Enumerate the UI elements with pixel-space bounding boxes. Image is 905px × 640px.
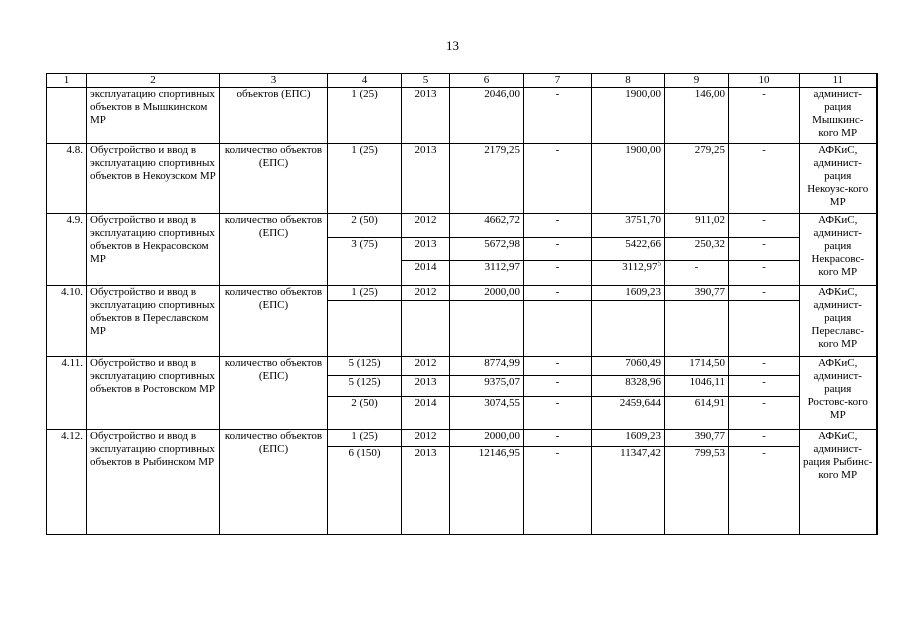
mun-cell: - <box>665 261 729 286</box>
mun-cell: 614,91 <box>665 397 729 430</box>
col-header: 3 <box>220 74 328 88</box>
col-header: 2 <box>87 74 220 88</box>
table-row <box>47 144 877 214</box>
reg-cell: 1609,23 <box>592 430 665 447</box>
reg-cell: 11347,42 <box>592 447 665 535</box>
qty-cell: 5 (125) <box>328 376 402 397</box>
reg-cell: 7060,49 <box>592 357 665 376</box>
item-name: Обустройство и ввод в эксплуатацию спортивных объектов в Некоузском МР <box>87 144 220 214</box>
fed-cell: - <box>524 357 592 376</box>
year-cell: 2014 <box>402 397 450 430</box>
qty-cell: 2 (50) <box>328 397 402 430</box>
column-number-header <box>47 74 877 88</box>
other-cell: - <box>729 430 800 447</box>
table-row <box>47 214 877 238</box>
col-header: 1 <box>47 74 87 88</box>
other-cell: - <box>729 286 800 301</box>
mun-cell: 911,02 <box>665 214 729 238</box>
year-cell: 2013 <box>402 238 450 261</box>
executor-cell: АФКиС, админист-рация Ростовс-кого МР <box>800 357 877 430</box>
table-row <box>47 88 877 144</box>
total-cell: 2000,00 <box>450 430 524 447</box>
col-header: 11 <box>800 74 877 88</box>
reg-value: 3112,97 <box>622 261 658 273</box>
qty-cell: 1 (25) <box>328 144 402 214</box>
total-cell: 2000,00 <box>450 286 524 301</box>
qty-cell: 1 (25) <box>328 430 402 447</box>
other-cell: - <box>729 214 800 238</box>
item-number: 4.8. <box>47 144 87 214</box>
executor-cell: АФКиС, админист-рация Некоузс-кого МР <box>800 144 877 214</box>
col-header: 10 <box>729 74 800 88</box>
col-header: 4 <box>328 74 402 88</box>
mun-cell: 390,77 <box>665 430 729 447</box>
fed-cell: - <box>524 144 592 214</box>
total-cell: 3112,97 <box>450 261 524 286</box>
reg-cell: 8328,96 <box>592 376 665 397</box>
item-name: Обустройство и ввод в эксплуатацию спортивных объектов в Ростовском МР <box>87 357 220 430</box>
qty-cell: 5 (125) <box>328 357 402 376</box>
reg-cell: 3751,70 <box>592 214 665 238</box>
year-cell: 2012 <box>402 357 450 376</box>
reg-cell: 1900,00 <box>592 144 665 214</box>
empty-cell <box>402 301 450 357</box>
mun-cell: 250,32 <box>665 238 729 261</box>
other-cell: - <box>729 397 800 430</box>
item-number <box>47 88 87 144</box>
item-unit: объектов (ЕПС) <box>220 88 328 144</box>
total-cell: 9375,07 <box>450 376 524 397</box>
year-cell: 2012 <box>402 430 450 447</box>
year-cell: 2014 <box>402 261 450 286</box>
reg-cell: 1609,23 <box>592 286 665 301</box>
col-header: 5 <box>402 74 450 88</box>
fed-cell: - <box>524 430 592 447</box>
fed-cell: - <box>524 376 592 397</box>
year-cell: 2012 <box>402 214 450 238</box>
year-cell: 2013 <box>402 447 450 535</box>
year-cell: 2012 <box>402 286 450 301</box>
other-cell: - <box>729 88 800 144</box>
qty-cell: 1 (25) <box>328 286 402 301</box>
total-cell: 2179,25 <box>450 144 524 214</box>
other-cell: - <box>729 238 800 261</box>
fed-cell: - <box>524 447 592 535</box>
mun-cell: 1046,11 <box>665 376 729 397</box>
other-cell: - <box>729 447 800 535</box>
item-name: Обустройство и ввод в эксплуатацию спортивных объектов в Некрасовском МР <box>87 214 220 286</box>
qty-cell: 6 (150) <box>328 447 402 535</box>
reg-cell <box>592 261 665 286</box>
program-table <box>46 73 878 535</box>
qty-cell: 1 (25) <box>328 88 402 144</box>
mun-cell: 1714,50 <box>665 357 729 376</box>
item-name: Обустройство и ввод в эксплуатацию спортивных объектов в Рыбинском МР <box>87 430 220 535</box>
total-cell: 8774,99 <box>450 357 524 376</box>
empty-cell <box>524 301 592 357</box>
other-cell: - <box>729 261 800 286</box>
qty-cell: 2 (50) <box>328 214 402 238</box>
table-row <box>47 430 877 447</box>
empty-cell <box>328 301 402 357</box>
item-unit: количество объектов (ЕПС) <box>220 144 328 214</box>
mun-cell: 146,00 <box>665 88 729 144</box>
year-cell: 2013 <box>402 88 450 144</box>
executor-cell: АФКиС, админист-рация Рыбинс-кого МР <box>800 430 877 535</box>
fed-cell: - <box>524 261 592 286</box>
item-number: 4.11. <box>47 357 87 430</box>
empty-cell <box>592 301 665 357</box>
item-name: эксплуатацию спортивных объектов в Мышкинском МР <box>87 88 220 144</box>
executor-cell: админист-рация Мышкинс-кого МР <box>800 88 877 144</box>
reg-cell: 1900,00 <box>592 88 665 144</box>
item-unit: количество объектов (ЕПС) <box>220 357 328 430</box>
fed-cell: - <box>524 397 592 430</box>
fed-cell: - <box>524 238 592 261</box>
mun-cell: 799,53 <box>665 447 729 535</box>
footnote-mark: 5 <box>657 259 661 268</box>
item-number: 4.10. <box>47 286 87 357</box>
col-header: 8 <box>592 74 665 88</box>
empty-cell <box>665 301 729 357</box>
item-unit: количество объектов (ЕПС) <box>220 286 328 357</box>
item-unit: количество объектов (ЕПС) <box>220 214 328 286</box>
fed-cell: - <box>524 286 592 301</box>
page-number: 13 <box>446 38 459 53</box>
col-header: 7 <box>524 74 592 88</box>
reg-cell: 2459,644 <box>592 397 665 430</box>
fed-cell: - <box>524 88 592 144</box>
col-header: 6 <box>450 74 524 88</box>
table-row <box>47 286 877 301</box>
item-unit: количество объектов (ЕПС) <box>220 430 328 535</box>
total-cell: 2046,00 <box>450 88 524 144</box>
other-cell: - <box>729 144 800 214</box>
other-cell: - <box>729 376 800 397</box>
empty-cell <box>450 301 524 357</box>
empty-cell <box>729 301 800 357</box>
item-name: Обустройство и ввод в эксплуатацию спортивных объектов в Переславском МР <box>87 286 220 357</box>
fed-cell: - <box>524 214 592 238</box>
year-cell: 2013 <box>402 144 450 214</box>
reg-cell: 5422,66 <box>592 238 665 261</box>
col-header: 9 <box>665 74 729 88</box>
item-number: 4.9. <box>47 214 87 286</box>
total-cell: 12146,95 <box>450 447 524 535</box>
total-cell: 3074,55 <box>450 397 524 430</box>
mun-cell: 279,25 <box>665 144 729 214</box>
executor-cell: АФКиС, админист-рация Переславс-кого МР <box>800 286 877 357</box>
total-cell: 4662,72 <box>450 214 524 238</box>
year-cell: 2013 <box>402 376 450 397</box>
qty-cell: 3 (75) <box>328 238 402 286</box>
item-number: 4.12. <box>47 430 87 535</box>
total-cell: 5672,98 <box>450 238 524 261</box>
table-row <box>47 357 877 376</box>
other-cell: - <box>729 357 800 376</box>
mun-cell: 390,77 <box>665 286 729 301</box>
executor-cell: АФКиС, админист-рация Некрасовс-кого МР <box>800 214 877 286</box>
